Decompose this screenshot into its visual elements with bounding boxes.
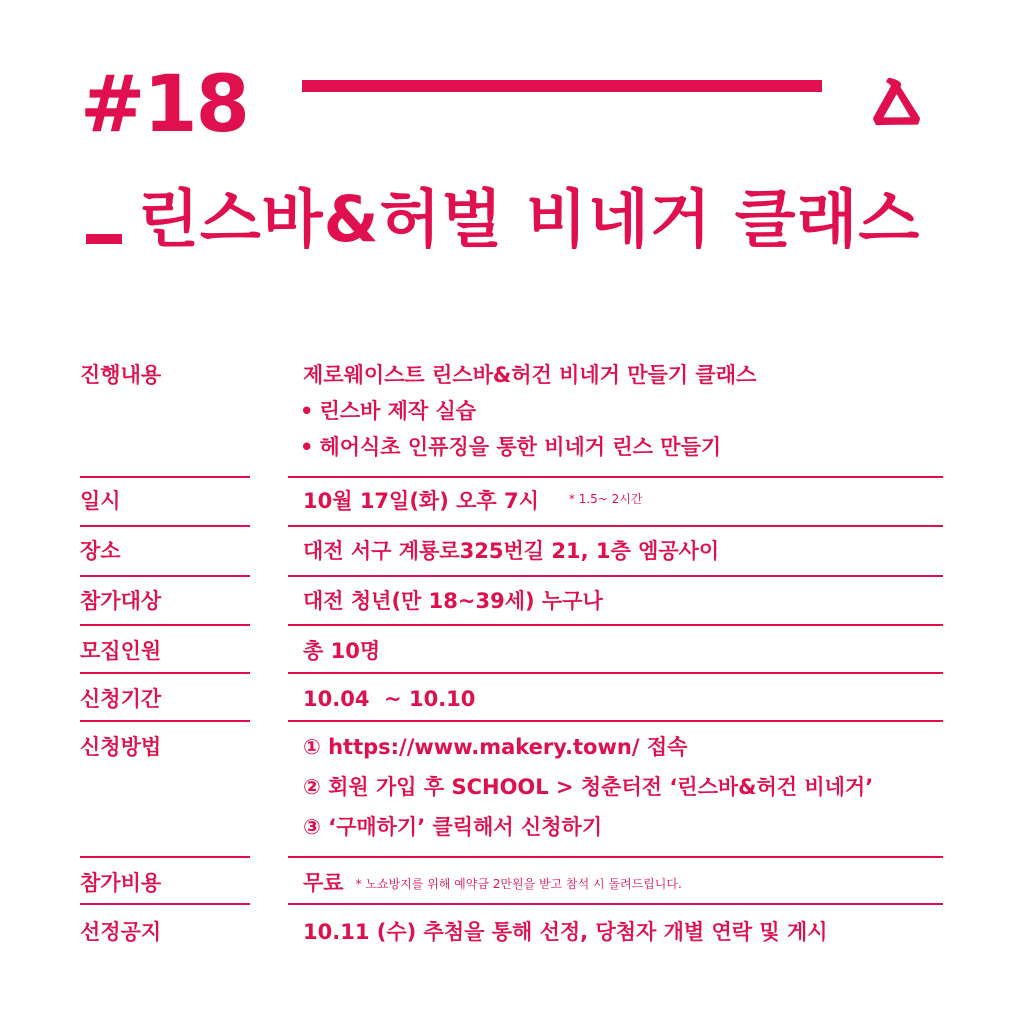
- content-bullet1-text: 린스바 제작 실습: [319, 399, 477, 423]
- content-bullet1: [300, 401, 476, 422]
- brand-logo: ㅿ: [855, 55, 939, 155]
- row-divider: [80, 856, 250, 858]
- content-bullet2-text: 헤어식초 인퓨징을 통한 비네거 린스 만들기: [319, 435, 722, 459]
- period-value: 10.04 ~ 10.10: [303, 687, 476, 711]
- row-label-datetime: 일시: [80, 489, 121, 513]
- row-label-notice: 선정공지: [80, 920, 162, 944]
- row-label-recruit: 모집인원: [80, 639, 162, 663]
- datetime-value: [303, 491, 643, 512]
- row-divider: [288, 575, 943, 577]
- bullet-mark: •: [300, 399, 314, 423]
- page-title: 린스바&허벌 비네거 클래스: [138, 183, 921, 256]
- method-step1: ① https://www.makery.town/ 접속: [303, 735, 688, 759]
- datetime-text: 10월 17일(화) 오후 7시: [303, 489, 539, 513]
- issue-number: #18: [80, 60, 248, 150]
- row-divider: [80, 672, 250, 674]
- method-step2: ② 회원 가입 후 SCHOOL > 청춘터전 ‘린스바&허건 비네거’: [303, 775, 874, 799]
- row-divider: [80, 525, 250, 527]
- row-label-fee: 참가비용: [80, 871, 162, 895]
- top-rule: [302, 80, 822, 92]
- method-step3: ③ ‘구매하기’ 클릭해서 신청하기: [303, 815, 603, 839]
- row-divider: [288, 624, 943, 626]
- row-divider: [288, 856, 943, 858]
- row-label-method: 신청방법: [80, 735, 162, 759]
- row-divider: [288, 525, 943, 527]
- place-value: 대전 서구 계룡로325번길 21, 1층 엠공사이: [303, 539, 720, 563]
- content-line1: 제로웨이스트 린스바&허건 비네거 만들기 클래스: [303, 363, 757, 387]
- row-divider: [288, 903, 943, 905]
- duration-note: * 1.5~ 2시간: [568, 492, 643, 506]
- row-divider: [80, 476, 250, 478]
- row-divider: [80, 624, 250, 626]
- notice-value: 10.11 (수) 추첨을 통해 선정, 당첨자 개별 연락 및 게시: [303, 920, 828, 944]
- content-bullet2: [300, 437, 721, 458]
- row-divider: [80, 720, 250, 722]
- fee-text: 무료: [303, 871, 344, 895]
- row-label-content: 진행내용: [80, 363, 162, 387]
- row-divider: [288, 672, 943, 674]
- row-divider: [80, 903, 250, 905]
- fee-note: * 노쇼방지를 위해 예약금 2만원을 받고 참석 시 돌려드립니다.: [355, 877, 682, 891]
- recruit-value: 총 10명: [303, 639, 381, 663]
- row-divider: [288, 476, 943, 478]
- title-dash: [86, 234, 122, 244]
- bullet-mark: •: [300, 435, 314, 459]
- row-divider: [80, 575, 250, 577]
- target-value: 대전 청년(만 18~39세) 누구나: [303, 589, 603, 613]
- fee-value: [303, 873, 682, 894]
- row-label-period: 신청기간: [80, 687, 162, 711]
- row-label-target: 참가대상: [80, 589, 162, 613]
- row-label-place: 장소: [80, 539, 121, 563]
- row-divider: [288, 720, 943, 722]
